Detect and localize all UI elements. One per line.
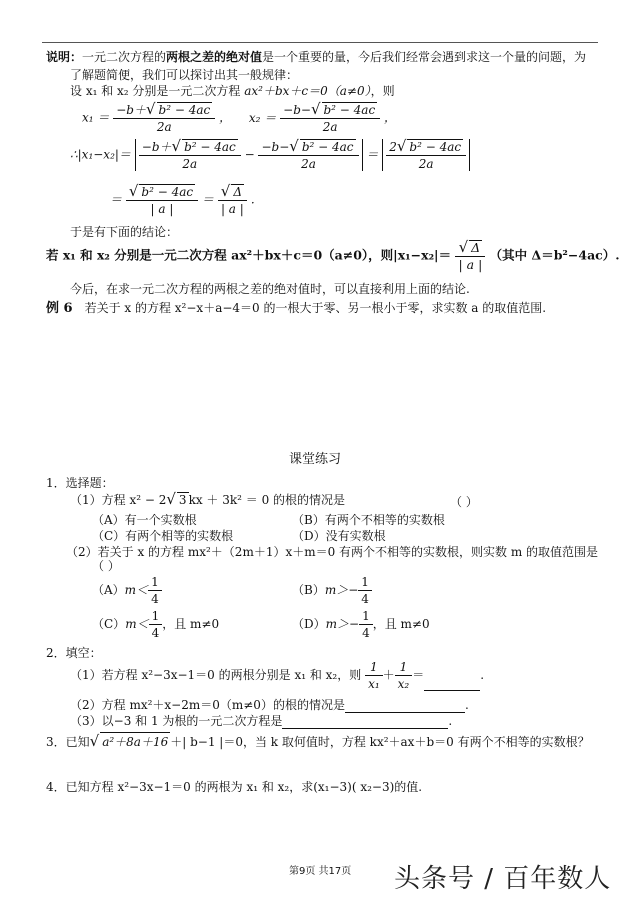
conclusion-intro: 于是有下面的结论： xyxy=(70,225,179,239)
q2-sub1-fraction-1 xyxy=(365,660,383,691)
result-fraction-2 xyxy=(218,184,247,216)
simplified-denominator: 2a xyxy=(418,157,434,171)
result-numerator-1 xyxy=(126,184,198,201)
opt-a-num: 1 xyxy=(148,575,162,591)
q2-sub3-text: （3）以−3 和 1 为根的一元二次方程是 xyxy=(70,714,283,728)
q2-sub3 xyxy=(70,712,452,729)
sqrt-icon: √ xyxy=(171,137,182,155)
opt-c-extra: ，且 m≠0 xyxy=(162,617,220,631)
sqrt-icon: √ xyxy=(310,100,321,118)
result-period: . xyxy=(250,192,255,207)
q2-frac1-den: x₁ xyxy=(368,677,380,691)
diff-radicand-2: b² − 4ac xyxy=(301,140,354,154)
q2-sub1-end: . xyxy=(480,668,485,682)
x2-lhs: x₂ ＝ xyxy=(248,110,277,125)
diff-fraction-2 xyxy=(258,139,358,171)
x1-comma: ， xyxy=(219,110,232,125)
diff-num-prefix-1: −b＋ xyxy=(141,140,172,154)
result-fraction-1 xyxy=(126,184,198,216)
practice-title: 课堂练习 xyxy=(289,452,342,467)
sqrt-icon: √ xyxy=(145,100,156,118)
opt-d-num: 1 xyxy=(359,609,373,625)
q3 xyxy=(46,732,590,750)
intro-line-3-b: ，则 xyxy=(370,84,395,98)
q4: 4．已知方程 x²−3x−1＝0 的两根为 x₁ 和 x₂，求(x₁−3)( x₂−3)的值. xyxy=(46,780,423,794)
result-denominator-2: | a | xyxy=(220,202,244,216)
conclusion-radicand: Δ xyxy=(471,240,481,255)
x2-comma: ， xyxy=(384,110,397,125)
note-text: 今后，在求一元二次方程的两根之差的绝对值时，可以直接利用上面的结论. xyxy=(70,282,470,296)
diff-num-prefix-2: −b− xyxy=(261,140,290,154)
sqrt-icon: √ xyxy=(128,182,139,200)
intro-line-3-a: 设 x₁ 和 x₂ 分别是一元二次方程 xyxy=(70,84,245,98)
abs-simplified xyxy=(382,139,470,171)
difference-formula xyxy=(70,139,470,171)
simplified-coef: 2 xyxy=(389,140,397,154)
diff-radicand-1: b² − 4ac xyxy=(184,140,236,154)
q1-sub1-option-d: （D）没有实数根 xyxy=(292,529,386,543)
conclusion-denominator: | a | xyxy=(458,257,483,272)
sqrt-icon: √ xyxy=(289,137,299,155)
q1-sub2-answer-paren: （ ） xyxy=(92,559,120,573)
q2-sub3-answer-blank[interactable] xyxy=(282,716,448,729)
q1-sub1-answer-paren: （ ） xyxy=(450,495,478,509)
opt-a-rel: m＜ xyxy=(124,583,149,597)
q3-radicand: a²＋8a＋16 xyxy=(100,732,170,750)
q2-sub1-fraction-2 xyxy=(395,660,413,691)
simplified-fraction xyxy=(386,139,466,171)
sqrt-icon: √ xyxy=(220,182,231,200)
abs-difference xyxy=(135,139,363,171)
q1-sub1-option-a: （A）有一个实数根 xyxy=(92,513,197,527)
intro-text-bold: 两根之差的绝对值 xyxy=(166,50,263,64)
conclusion-numerator xyxy=(455,240,485,257)
sqrt-icon: √ xyxy=(166,490,176,508)
opt-d-fraction xyxy=(359,609,373,640)
q2-frac1-num: 1 xyxy=(365,660,383,676)
opt-a-letter: （A） xyxy=(92,583,125,597)
diff-fraction-1 xyxy=(139,139,241,171)
opt-b-num: 1 xyxy=(358,575,372,591)
q1-sub1-prefix: （1）方程 x² − 2 xyxy=(70,493,167,507)
q1-sub2-option-d xyxy=(292,609,430,640)
opt-b-letter: （B） xyxy=(292,583,325,597)
diff-denominator-2: 2a xyxy=(301,157,316,171)
x1-lhs: x₁ ＝ xyxy=(82,110,110,125)
q2-sub3-end: . xyxy=(448,714,453,728)
q2-sub2 xyxy=(70,696,469,713)
q1-sub1-option-b: （B）有两个不相等的实数根 xyxy=(292,513,445,527)
q1-sub1-radicand: 3 xyxy=(178,493,187,507)
q2-label: 2．填空： xyxy=(46,646,102,660)
q1-sub1-suffix: kx ＋ 3k² ＝ 0 的根的情况是 xyxy=(188,493,346,507)
intro-text-b: 是一个重要的量，今后我们经常会遇到求这一个量的问题，为 xyxy=(262,50,587,64)
eq-sign: ＝ xyxy=(366,147,379,162)
q1-sub2-option-a xyxy=(92,575,162,606)
x1-fraction xyxy=(113,102,215,134)
q1-sub1-option-c: （C）有两个相等的实数根 xyxy=(92,529,234,543)
opt-c-letter: （C） xyxy=(92,617,126,631)
q1-sub2-text: （2）若关于 x 的方程 mx²＋（2m＋1）x＋m＝0 有两个不相等的实数根，则实数 m 的取值范围是 xyxy=(66,545,599,559)
result-eq-2: ＝ xyxy=(201,192,214,207)
q2-sub2-end: . xyxy=(464,698,469,712)
root-formulas xyxy=(82,102,396,134)
opt-b-fraction xyxy=(358,575,372,606)
x2-denominator: 2a xyxy=(322,120,338,134)
q2-eq: ＝ xyxy=(412,668,425,682)
intro-label: 说明： xyxy=(46,50,83,64)
conclusion-fraction xyxy=(455,240,485,272)
q1-sub2-option-c xyxy=(92,609,219,640)
opt-b-den: 4 xyxy=(361,592,369,606)
x1-denominator: 2a xyxy=(156,120,172,134)
sqrt-icon: √ xyxy=(396,137,407,155)
sqrt-icon: √ xyxy=(458,238,469,256)
opt-d-letter: （D） xyxy=(292,617,326,631)
opt-c-num: 1 xyxy=(149,609,163,625)
conclusion-a: 若 x₁ 和 x₂ 分别是一元二次方程 ax²＋bx＋c＝0（a≠0），则|x₁−x₂|＝ xyxy=(46,247,452,263)
example-6-text: 若关于 x 的方程 x²−x＋a−4＝0 的一根大于零、另一根小于零，求实数 a 的取值范围. xyxy=(84,301,547,315)
q2-frac2-den: x₂ xyxy=(397,677,410,691)
intro-line-3-eq: ax²＋bx＋c＝0（a≠0） xyxy=(244,84,371,98)
opt-c-rel: m＜ xyxy=(125,617,149,631)
therefore-lhs: ∴|x₁−x₂|＝ xyxy=(70,147,131,162)
minus-sign: − xyxy=(244,147,255,162)
example-6 xyxy=(46,297,546,316)
intro-line-1 xyxy=(46,48,586,65)
conclusion-line xyxy=(46,240,620,272)
q3-prefix: 3．已知 xyxy=(46,735,90,749)
x2-numerator xyxy=(280,102,380,119)
q2-sub1-answer-blank[interactable] xyxy=(424,678,480,691)
result-radicand-2: Δ xyxy=(233,185,242,199)
opt-a-fraction xyxy=(148,575,162,606)
x1-radicand: b² − 4ac xyxy=(158,103,211,117)
diff-denominator-1: 2a xyxy=(182,157,198,171)
simplified-numerator xyxy=(386,139,466,156)
result-eq-1: ＝ xyxy=(110,192,123,207)
result-denominator-1: | a | xyxy=(150,202,174,216)
x2-num-prefix: −b− xyxy=(283,103,311,117)
sqrt-icon: √ xyxy=(89,732,100,750)
header-rule xyxy=(42,42,598,43)
x1-numerator xyxy=(113,102,215,119)
opt-d-extra: ，且 m≠0 xyxy=(372,617,430,631)
x1-num-prefix: −b＋ xyxy=(116,103,146,117)
q2-sub2-text: （2）方程 mx²＋x−2m＝0（m≠0）的根的情况是 xyxy=(70,698,345,712)
page-footer: 第9页 共17页 xyxy=(289,866,352,877)
result-radicand-1: b² − 4ac xyxy=(141,185,194,199)
opt-c-den: 4 xyxy=(151,626,160,640)
intro-line-2: 了解题简便，我们可以探讨出其一般规律： xyxy=(70,68,299,82)
q1-label: 1．选择题： xyxy=(46,476,114,490)
q2-plus: ＋ xyxy=(382,668,395,682)
q2-sub1-prefix: （1）若方程 x²−3x−1＝0 的两根分别是 x₁ 和 x₂，则 xyxy=(70,668,362,682)
opt-c-fraction xyxy=(149,609,163,640)
opt-d-rel: m＞− xyxy=(325,617,360,631)
conclusion-b: （其中 Δ＝b²−4ac）. xyxy=(489,247,620,263)
q2-sub1 xyxy=(70,660,484,691)
diff-numerator-1 xyxy=(139,139,241,156)
q2-frac2-num: 1 xyxy=(395,660,413,676)
q1-sub2-option-b xyxy=(292,575,372,606)
intro-text-a: 一元二次方程的 xyxy=(82,50,167,64)
result-formula xyxy=(110,184,255,216)
q3-suffix: ＋| b−1 |＝0，当 k 取何值时，方程 kx²＋ax＋b＝0 有两个不相等的实数根？ xyxy=(170,735,590,749)
x2-radicand: b² − 4ac xyxy=(323,103,376,117)
opt-a-den: 4 xyxy=(151,592,159,606)
example-6-label: 例 6 xyxy=(46,301,73,316)
q1-sub1 xyxy=(70,490,345,508)
opt-d-den: 4 xyxy=(362,626,370,640)
opt-b-rel: m＞− xyxy=(324,583,359,597)
intro-line-3 xyxy=(70,82,395,99)
watermark: 头条号 / 百年数人 xyxy=(394,864,612,894)
result-numerator-2 xyxy=(218,184,247,201)
x2-fraction xyxy=(280,102,380,134)
diff-numerator-2 xyxy=(258,139,358,156)
simplified-radicand: b² − 4ac xyxy=(409,140,462,154)
